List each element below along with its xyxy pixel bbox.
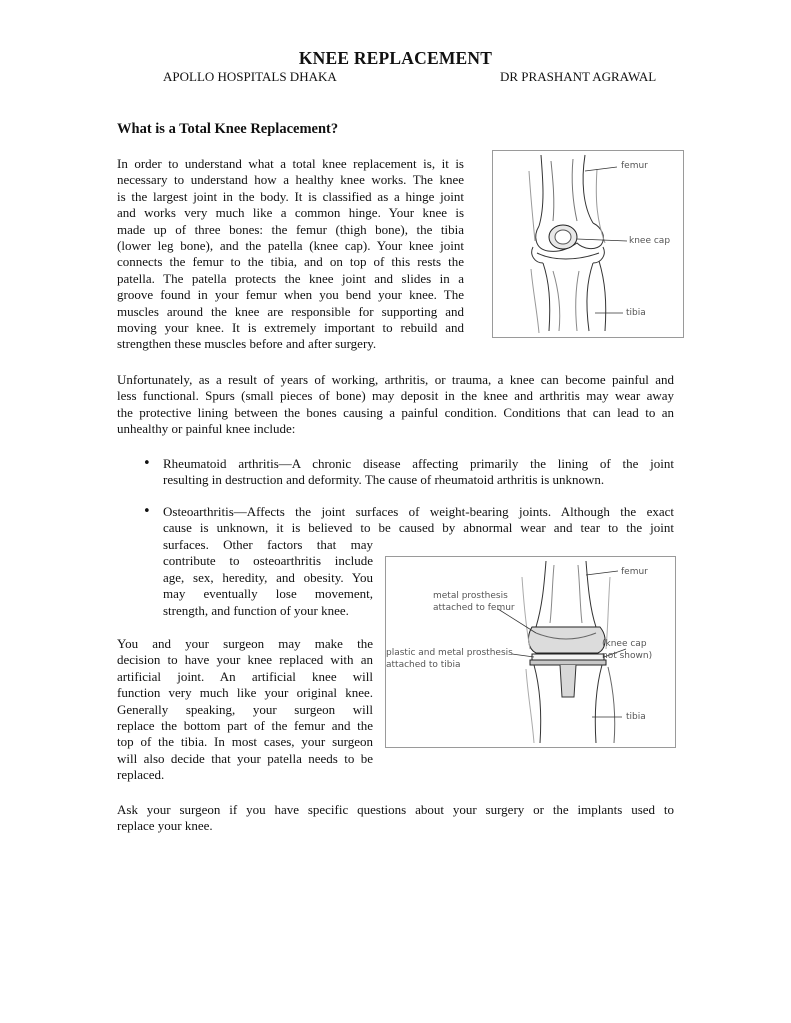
text-line: surfaces. Other factors that may (163, 537, 373, 552)
text-line: age, sex, heredity, and obesity. You (163, 569, 373, 585)
metal-prosthesis-label-line2: attached to femur (433, 603, 515, 613)
closing-paragraph (117, 802, 674, 835)
text-line: connects the femur to the tibia, and on top of this rests the (117, 254, 464, 270)
text-line: moving your knee. It is extremely important to rebuild and (117, 320, 464, 336)
rheumatoid-bullet (163, 456, 674, 489)
text-line: function very much like your original knee. (117, 685, 373, 701)
intro-paragraph (117, 156, 464, 353)
text-line: cause is unknown, it is believed to be caused by abnormal wear and tear to the joint (163, 520, 674, 536)
arthritis-paragraph (117, 372, 674, 438)
bullet-icon: • (143, 456, 151, 471)
doctor-name: DR PRASHANT AGRAWAL (500, 69, 657, 84)
text-line: Rheumatoid arthritis—A chronic disease affecting primarily the lining of the joint (163, 456, 674, 471)
surgery-paragraph (117, 636, 373, 784)
text-line: You and your surgeon may make the (117, 636, 373, 651)
text-line: muscles around the knee are responsible for supporting and (117, 303, 464, 319)
text-line: contribute to osteoarthritis include (163, 553, 373, 569)
text-line: strengthen these muscles before and after surgery. (117, 336, 377, 352)
text-line: unhealthy or painful knee include: (117, 421, 296, 437)
femur-label: femur (621, 567, 648, 577)
text-line: decision to have your knee replaced with an (117, 652, 373, 668)
text-line: Ask your surgeon if you have specific questions about your surgery or the implants used to (117, 802, 674, 817)
kneecap-label: knee cap (629, 236, 671, 246)
text-line: and works very much like a common hinge. Your knee is (117, 205, 464, 221)
text-line: will also decide that your patella needs to be (117, 750, 373, 766)
text-line: strength, and function of your knee. (163, 602, 349, 618)
kneecap-note-label-line2: not shown) (602, 651, 653, 661)
document-title: KNEE REPLACEMENT (298, 48, 493, 68)
plastic-prosthesis-label-line2: attached to tibia (386, 660, 461, 670)
text-line: Osteoarthritis—Affects the joint surfaces of weight-bearing joints. Although the exact (163, 504, 674, 519)
tibia-label: tibia (626, 308, 646, 318)
metal-prosthesis-label: metal prosthesis (433, 591, 508, 601)
text-line: Unfortunately, as a result of years of working, arthritis, or trauma, a knee can become painful and (117, 372, 674, 387)
hospital-name: APOLLO HOSPITALS DHAKA (163, 69, 337, 84)
text-line: replaced. (117, 767, 165, 783)
text-line: groove found in your femur when you bend your knee. The (117, 287, 464, 303)
tibia-label: tibia (626, 712, 646, 722)
text-line: replace your knee. (117, 818, 213, 834)
text-line: top of the tibia. In most cases, your surgeon (117, 734, 373, 750)
plastic-prosthesis-label: plastic and metal prosthesis (386, 648, 513, 658)
knee-prosthesis-illustration (385, 556, 676, 748)
text-line: patella. The patella protects the knee joint and slides in a (117, 270, 464, 286)
text-line: In order to understand what a total knee replacement is, it is (117, 156, 464, 171)
femur-label: femur (621, 161, 648, 171)
kneecap-note-label: (knee cap (602, 639, 647, 649)
bullet-icon: • (143, 504, 151, 519)
text-line: (lower leg bone), and the patella (knee cap). Your knee joint (117, 238, 464, 254)
section-heading: What is a Total Knee Replacement? (117, 121, 339, 137)
text-line: replace the bottom part of the femur and the (117, 718, 373, 734)
healthy-knee-illustration (492, 150, 684, 338)
text-line: necessary to understand how a healthy knee works. The knee (117, 172, 464, 188)
text-line: the protective lining between the bones causing a painful condition. Conditions that can lead to an (117, 404, 674, 420)
text-line: resulting in destruction and deformity. The cause of rheumatoid arthritis is unknown. (163, 472, 605, 488)
osteoarthritis-bullet (163, 504, 674, 537)
text-line: Generally speaking, your surgeon will (117, 701, 373, 717)
text-line: artificial joint. An artificial knee will (117, 668, 373, 684)
text-line: made up of three bones: the femur (thigh bone), the tibia (117, 221, 464, 237)
text-line: less functional. Spurs (small pieces of bone) may deposit in the knee and arthritis may wear away (117, 388, 674, 404)
text-line: is the largest joint in the body. It is classified as a hinge joint (117, 188, 464, 204)
text-line: may eventually lose movement, (163, 586, 373, 602)
osteoarthritis-bullet-continued (163, 537, 373, 619)
